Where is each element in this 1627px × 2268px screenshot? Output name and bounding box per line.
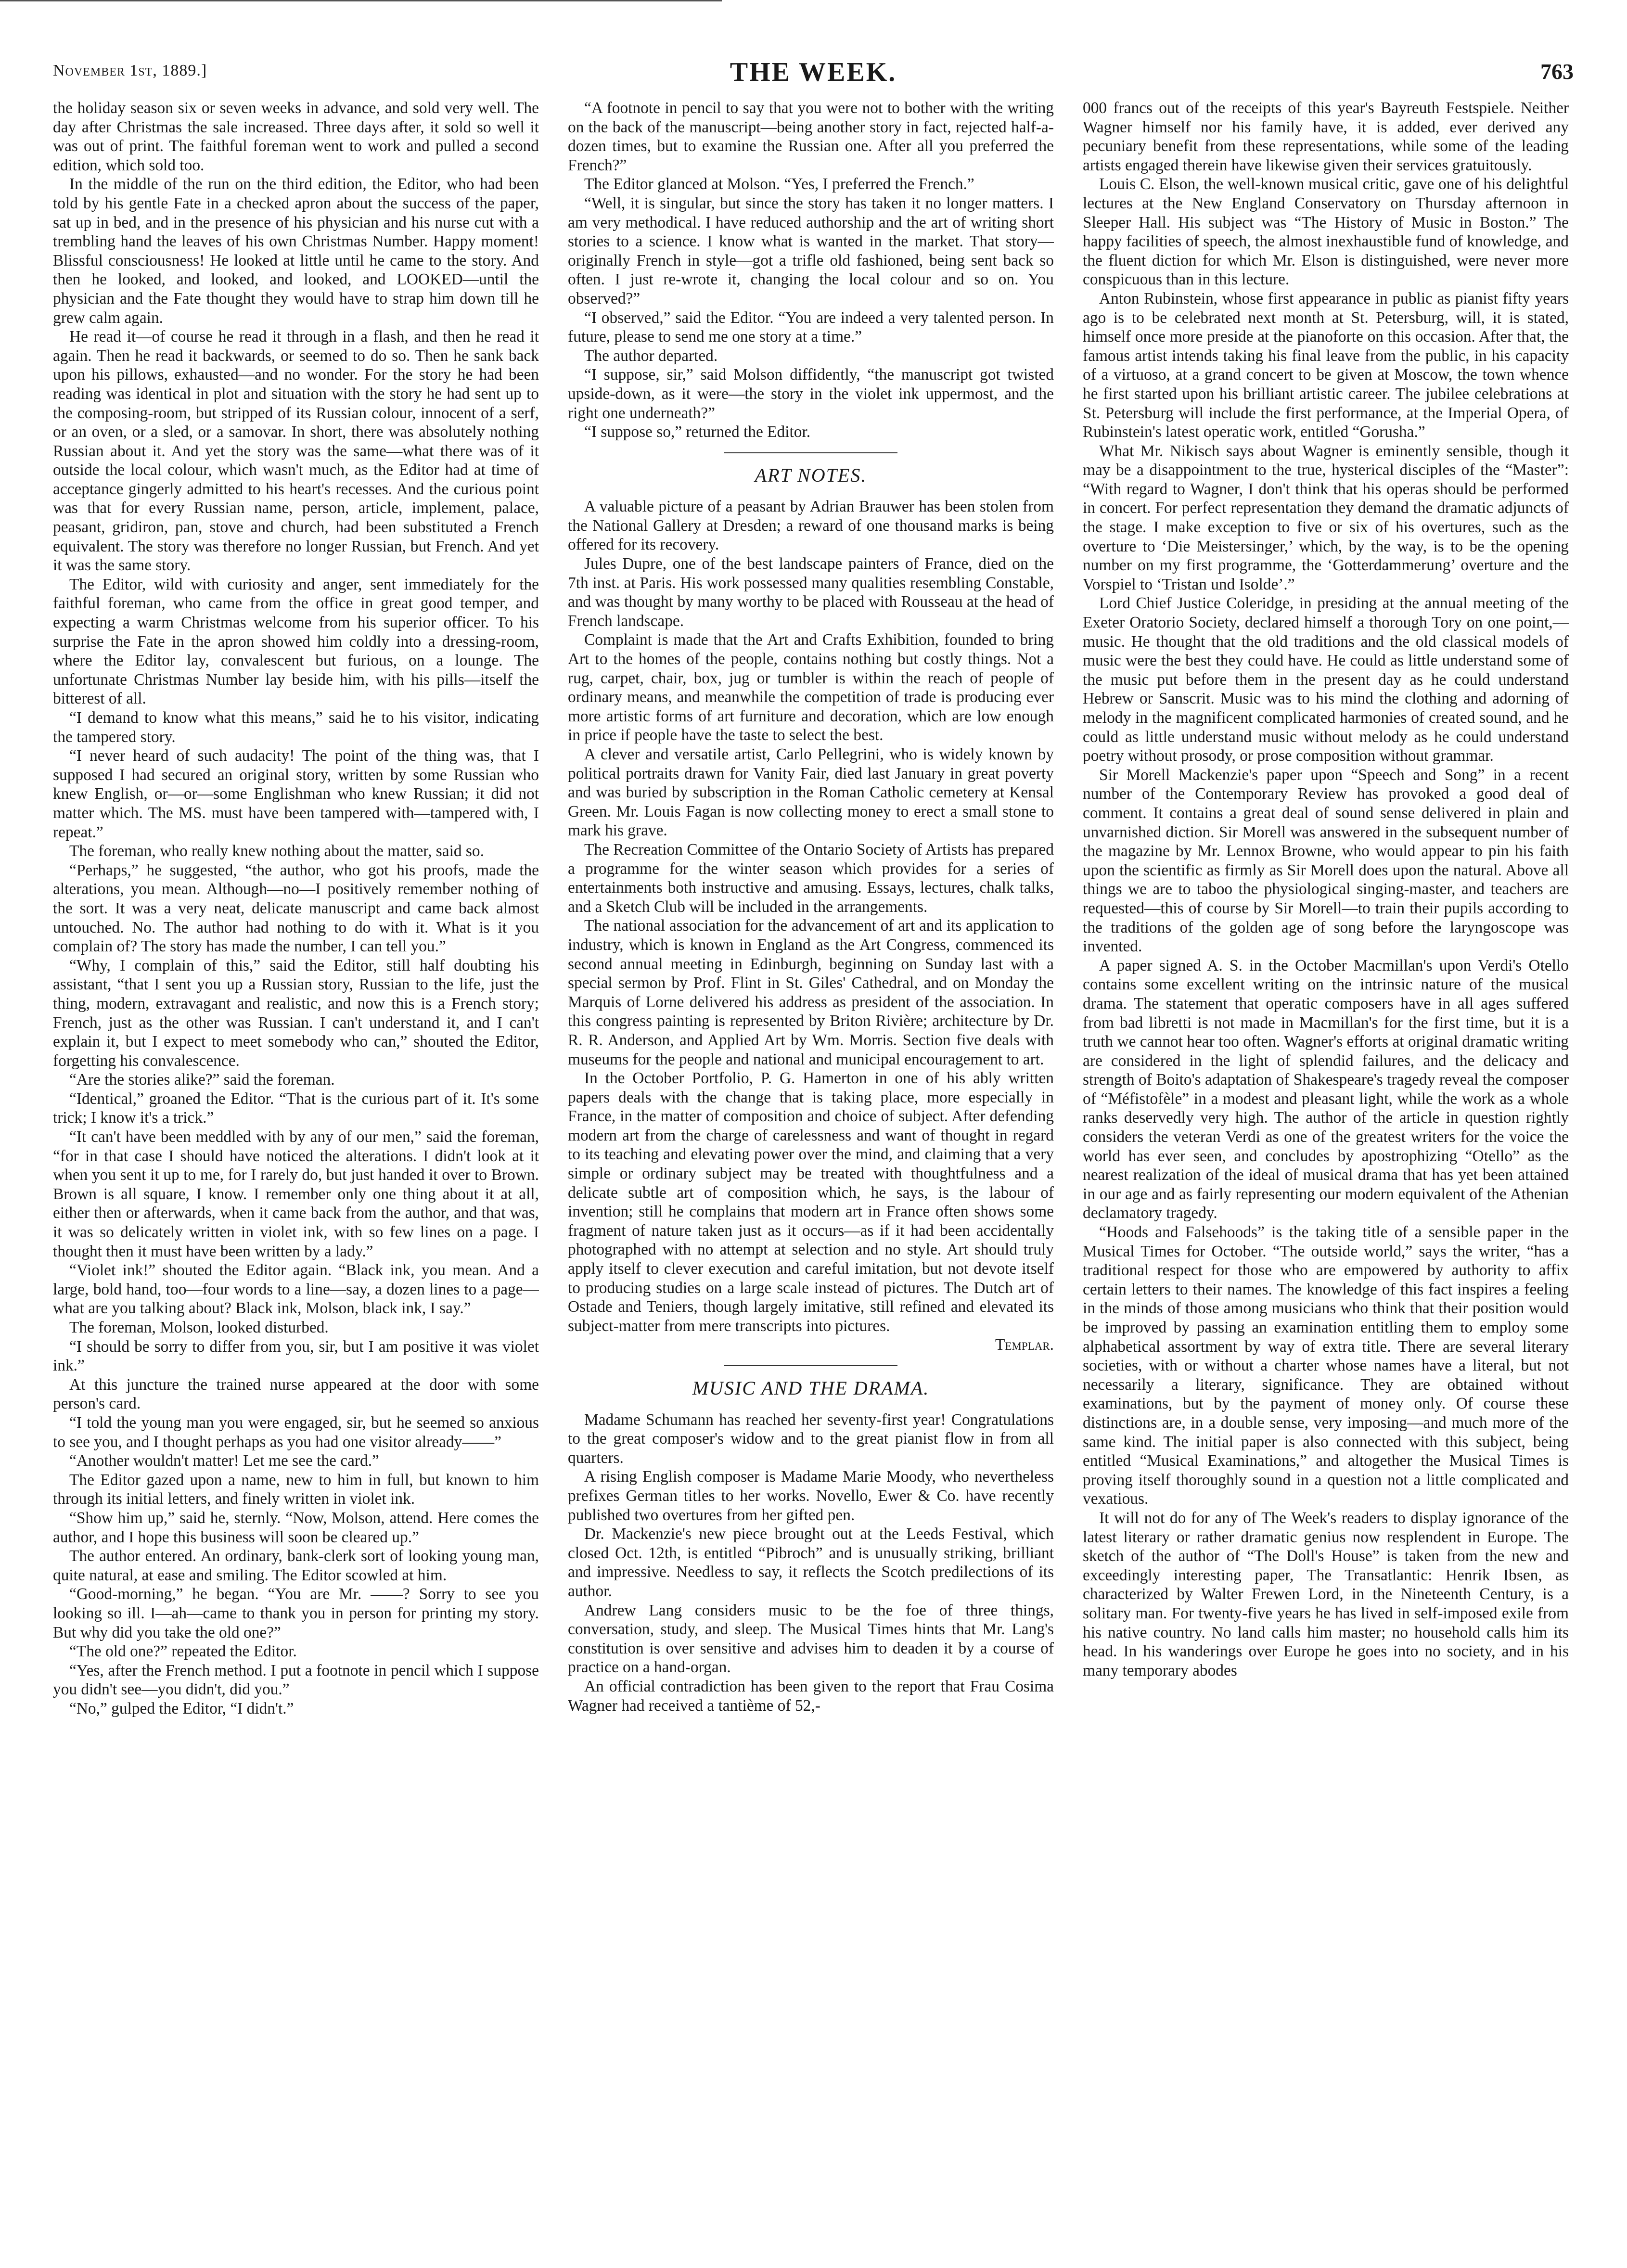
paragraph: The Editor glanced at Molson. “Yes, I preferred the French.” <box>584 175 974 193</box>
paragraph: He read it—of course he read it through in a flash, and then he read it again. Then he read it backwards, or seemed to do so. Then he sank back upon his pillows, exhausted—and no wonder. For the story he had been reading was identical in plot and situation with the story he had sent up to the composing-room, but stripped of its Russian colour, innocent of a serf, or an oven, or a sled, or a samovar. In short, there was absolutely nothing Russian about it. And yet the story was the same—what there was of it outside the local colour, which wasn't much, as the Editor had at time of acceptance gingerly admitted to his heart's recesses. And the curious point was that for every Russian name, person, article, implement, palace, peasant, gridiron, pan, stove and church, had been substituted a French equivalent. The story was therefore no longer Russian, but French. And yet it was the same story. <box>53 328 539 575</box>
paragraph: “I observed,” said the Editor. “You are indeed a very talented person. In future, please to send me one story at a time.” <box>568 308 1054 346</box>
paragraph: the holiday season six or seven weeks in advance, and sold very well. The day after Christmas the sale increased. Three days after, it sold so well it was out of print. The faithful foreman went to work and pulled a second edition, which sold too. <box>53 99 539 174</box>
paragraph: An official contradiction has been given to the report that Frau Cosima Wagner had received a tantième of 52,- <box>568 1677 1054 1715</box>
paragraph: “Hoods and Falsehoods” is the taking title of a sensible paper in the Musical Times for October. “The outside world,” says the writer, “has a traditional respect for those who are empowered by authority to affix certain letters to their names. The knowledge of this fact inspires a feeling in the minds of those among musicians who think that their position would be improved by passing an examination entitling them to employ some alphabetical assortment by way of extra title. There are several literary societies, with or without a charter whose names have a literal, but not necessarily a literary, significance. They are obtained without examinations, but by the payment of money only. Of course these distinctions are, in a double sense, very imposing—and much more of the same kind. The initial paper is also connected with this subject, being entitled “Musical Examinations,” and altogether the Musical Times is proving itself thoroughly sound in a question not a little complicated and vexatious. <box>1083 1223 1569 1508</box>
paragraph: “Good-morning,” he began. “You are Mr. ——? Sorry to see you looking so ill. I—ah—came to thank you in person for printing my story. But why did you take the old one?” <box>53 1585 539 1641</box>
paragraph: A rising English composer is Madame Marie Moody, who nevertheless prefixes German titles to her works. Novello, Ewer & Co. have recently published two overtures from her gifted pen. <box>568 1468 1054 1524</box>
paragraph: Jules Dupre, one of the best landscape painters of France, died on the 7th inst. at Paris. His work possessed many qualities resembling Constable, and was thought by many worthy to be placed with Rousseau at the head of French landscape. <box>568 555 1054 630</box>
section-divider <box>724 452 897 453</box>
page-number: 763 <box>1540 59 1574 84</box>
paragraph: 000 francs out of the receipts of this year's Bayreuth Festspiele. Neither Wagner himself nor his family have, it is added, ever derived any pecuniary benefit from these representations, while some of the leading artists engaged therein have likewise given their services gratuitously. <box>1083 99 1569 174</box>
paragraph: Andrew Lang considers music to be the foe of three things, conversation, study, and sleep. The Musical Times hints that Mr. Lang's constitution is over sensitive and advises him to deaden it by a course of practice on a hand-organ. <box>568 1601 1054 1677</box>
paragraph: The Editor gazed upon a name, new to him in full, but known to him through its initial letters, and finely written in violet ink. <box>53 1471 539 1508</box>
column-1 <box>53 99 539 2235</box>
paragraph: “I demand to know what this means,” said he to his visitor, indicating the tampered story. <box>53 709 539 746</box>
paragraph: The author departed. <box>584 346 718 365</box>
paragraph: In the middle of the run on the third edition, the Editor, who had been told by his gentle Fate in a checked apron about the success of the paper, sat up in bed, and in the presence of his physician and his nurse cut with a trembling hand the leaves of his own Christmas Number. Happy moment! Blissful consciousness! He looked at little until he came to the story. And then he looked, and looked, and looked, and LOOKED—until the physician and the Fate thought they would have to strap him down till he grew calm again. <box>53 175 539 327</box>
paragraph: Lord Chief Justice Coleridge, in presiding at the annual meeting of the Exeter Oratorio Society, declared himself a thorough Tory on one point,—music. He thought that the old traditions and the old classical models of music were the best they could have. He could as little understand some of the music put before them in the present day as he could understand Hebrew or Sanscrit. Music was to his mind the clothing and adorning of melody in the magnificent complicated harmonies of created sound, and he could as little understand music without melody as he could understand poetry without prosody, or prose composition without grammar. <box>1083 594 1569 765</box>
paragraph: “Well, it is singular, but since the story has taken it no longer matters. I am very methodical. I have reduced authorship and the art of writing short stories to a science. I know what is wanted in the market. That story—originally French in style—got a trifle old fashioned, being sent back so often. I just re-wrote it, changing the local colour and so on. You observed?” <box>568 194 1054 308</box>
paragraph: “I never heard of such audacity! The point of the thing was, that I supposed I had secured an original story, written by some Russian who knew English, or—or—some Englishman who knew Russian; it did not matter which. The MS. must have been tampered with—tampered with, I repeat.” <box>53 747 539 841</box>
paragraph: A paper signed A. S. in the October Macmillan's upon Verdi's Otello contains some excellent writing on the intrinsic nature of the musical drama. The statement that operatic composers have in all ages suffered from bad libretti is not made in Macmillan's for the first time, but it is a truth we cannot hear too often. Wagner's efforts at original dramatic writing are considered in the light of splendid failures, and the delicacy and strength of Boito's adaptation of Shakespeare's tragedy reveal the composer of “Méfistofèle” in a modest and pleasant light, while the work as a whole ranks deservedly very high. The author of the article in question rightly considers the veteran Verdi as one of the greatest writers for the voice the world has ever seen, and concludes by apostrophizing “Otello” as the nearest realization of the ideal of musical drama that has yet been attained in our age and as fairly representing our modern equivalent of the Athenian declamatory tragedy. <box>1083 956 1569 1222</box>
paragraph: “Are the stories alike?” said the foreman. <box>69 1071 335 1089</box>
paragraph: “Yes, after the French method. I put a footnote in pencil which I suppose you didn't see—you didn't, did you.” <box>53 1661 539 1699</box>
paragraph: The foreman, who really knew nothing about the matter, said so. <box>69 842 484 860</box>
paragraph: “It can't have been meddled with by any of our men,” said the foreman, “for in that case I should have noticed the alterations. I didn't look at it when you sent it up to me, for I rarely do, but just handed it over to Brown. Brown is all square, I know. I remember only one thing about it at all, either then or afterwards, when it came back from the author, and that was, it was so delicately written in violet ink, with so few lines on a page. I thought then it must have been written by a lady.” <box>53 1128 539 1260</box>
section-heading-music-drama: MUSIC AND THE DRAMA. <box>692 1377 930 1399</box>
paragraph: “Why, I complain of this,” said the Editor, still half doubting his assistant, “that I sent you up a Russian story, Russian to the life, just the thing, modern, extravagant and realistic, and now this is a French story; French, just as the other was Russian. I can't understand it, and I can't explain it, but I expect to meet somebody who can,” shouted the Editor, forgetting his convalescence. <box>53 956 539 1070</box>
paragraph: “The old one?” repeated the Editor. <box>69 1642 297 1661</box>
paragraph: It will not do for any of The Week's readers to display ignorance of the latest literary or rather dramatic genius now resplendent in Europe. The sketch of the author of “The Doll's House” is taken from the new and exceedingly interesting paper, The Transatlantic: Henrik Ibsen, as characterized by Walter Frewen Lord, in the Nineteenth Century, is a solitary man. For twenty-five years he has lived in self-imposed exile from his native country. No land calls him master; no household calls him its head. In his wanderings over Europe he goes into no society, and in his many temporary abodes <box>1083 1509 1569 1679</box>
paragraph: The foreman, Molson, looked disturbed. <box>69 1319 329 1336</box>
top-rule <box>0 0 722 6</box>
publication-title: THE WEEK. <box>730 57 897 87</box>
page-header <box>53 57 1574 100</box>
column-2 <box>568 99 1054 2235</box>
paragraph: “Perhaps,” he suggested, “the author, who got his proofs, made the alterations, you mean. Although—no—I positively remember nothing of the sort. It was a very neat, delicate manuscript and came back almost untouched. No. The author had nothing to do with it. What is it you complain of? The story has made the number, I can tell you.” <box>53 861 539 956</box>
paragraph: The Recreation Committee of the Ontario Society of Artists has prepared a programme for the winter season which provides for a series of entertainments both instructive and amusing. Essays, lectures, chalk talks, and a Sketch Club will be included in the arrangements. <box>568 840 1054 916</box>
paragraph: “Another wouldn't matter! Let me see the card.” <box>69 1452 379 1470</box>
paragraph: A valuable picture of a peasant by Adrian Brauwer has been stolen from the National Gallery at Dresden; a reward of one thousand marks is being offered for its recovery. <box>568 498 1054 554</box>
paragraph: Dr. Mackenzie's new piece brought out at the Leeds Festival, which closed Oct. 12th, is entitled “Pibroch” and is unusually striking, brilliant and impressive. Needless to say, it reflects the Scotch predilections of its author. <box>568 1525 1054 1600</box>
paragraph: The Editor, wild with curiosity and anger, sent immediately for the faithful foreman, who came from the office in great good temper, and expecting a warm Christmas welcome from his superior officer. To his surprise the Fate in the apron showed him coldly into a dressing-room, where the Editor lay, convalescent but furious, on a lounge. The unfortunate Christmas Number lay beside him, with his pills—itself the bitterest of all. <box>53 575 539 708</box>
paragraph: “Violet ink!” shouted the Editor again. “Black ink, you mean. And a large, bold hand, too—four words to a line—say, a dozen lines to a page—what are you talking about? Black ink, Molson, black ink, I say.” <box>53 1261 539 1318</box>
paragraph: “Show him up,” said he, sternly. “Now, Molson, attend. Here comes the author, and I hope this business will soon be cleared up.” <box>53 1509 539 1546</box>
paragraph: “Identical,” groaned the Editor. “That is the curious part of it. It's some trick; I know it's a trick.” <box>53 1089 539 1127</box>
paragraph: “I should be sorry to differ from you, sir, but I am positive it was violet ink.” <box>53 1337 539 1375</box>
section-divider <box>724 1365 897 1366</box>
issue-date: November 1st, 1889.] <box>53 62 207 79</box>
paragraph: “I suppose so,” returned the Editor. <box>584 423 811 441</box>
paragraph: “I told the young man you were engaged, sir, but he seemed so anxious to see you, and I thought perhaps as you had one visitor already——” <box>53 1413 539 1451</box>
paragraph: Madame Schumann has reached her seventy-first year! Congratulations to the great composer's widow and to the great pianist flow in from all quarters. <box>568 1410 1054 1467</box>
paragraph: At this juncture the trained nurse appeared at the door with some person's card. <box>53 1375 539 1413</box>
paragraph: “A footnote in pencil to say that you were not to bother with the writing on the back of the manuscript—being another story in fact, rejected half-a-dozen times, but to examine the Russian one. After all you preferred the French?” <box>568 99 1054 174</box>
paragraph: The national association for the advancement of art and its application to industry, which is known in England as the Art Congress, commenced its second annual meeting in Edinburgh, beginning on Sunday last with a special sermon by Prof. Flint in St. Giles' Cathedral, and on Monday the Marquis of Lorne delivered his address as president of the association. In this congress painting is represented by Briton Rivière; architecture by Dr. R. R. Anderson, and Applied Art by Wm. Morris. Section five deals with museums for the people and national and municipal encouragement to art. <box>568 917 1054 1068</box>
author-signature: Templar. <box>995 1336 1054 1354</box>
paragraph: Anton Rubinstein, whose first appearance in public as pianist fifty years ago is to be celebrated next month at St. Petersburg, will, it is stated, himself once more preside at the pianoforte on this occasion. After that, the famous artist intends taking his final leave from the public, in his capacity of a virtuoso, at a grand concert to be given at Moscow, the town whence he first started upon his brilliant artistic career. The jubilee celebrations at St. Petersburg will include the first performance, at the Imperial Opera, of Rubinstein's latest operatic work, entitled “Gorusha.” <box>1083 289 1569 441</box>
section-heading-art-notes: ART NOTES. <box>755 464 867 486</box>
paragraph: A clever and versatile artist, Carlo Pellegrini, who is widely known by political portraits drawn for Vanity Fair, died last January in great poverty and was buried by subscription in the Roman Catholic cemetery at Kensal Green. Mr. Louis Fagan is now collecting money to erect a small stone to mark his grave. <box>568 745 1054 840</box>
paragraph: Sir Morell Mackenzie's paper upon “Speech and Song” in a recent number of the Contemporary Review has provoked a good deal of comment. It contains a great deal of sound sense delivered in plain and unvarnished diction. Sir Morell was answered in the subsequent number of the magazine by Mr. Lennox Browne, who would appear to pin his faith upon the scientific as firmly as Sir Morell does upon the natural. Above all things we are to taboo the physiological singing-master, and teachers are requested—this of course by Sir Morell—to train their pupils according to the traditions of the golden age of song before the laryngoscope was invented. <box>1083 766 1569 956</box>
paragraph: In the October Portfolio, P. G. Hamerton in one of his ably written papers deals with the change that is taking place, more especially in France, in the matter of composition and choice of subject. After defending modern art from the charge of carelessness and want of thought in regard to its teaching and elevating power over the mind, and claiming that a very simple or ordinary subject may be treated with thoughtfulness and a delicate subtle art of composition which, he says, is the labour of invention; still he complains that modern art in France often shows some fragment of nature taken just as it occurs—as if it had been accidentally photographed with no attempt at selection and no style. Art should truly apply itself to clever execution and careful imitation, but not devote itself to producing studies on a large scale instead of pictures. The Dutch art of Ostade and Teniers, though largely imitative, still refined and elevated its subject-matter from mere transcripts into pictures. <box>568 1069 1054 1335</box>
paragraph: “I suppose, sir,” said Molson diffidently, “the manuscript got twisted upside-down, as it were—the story in the violet ink uppermost, and the right one underneath?” <box>568 366 1054 422</box>
paragraph: Louis C. Elson, the well-known musical critic, gave one of his delightful lectures at the New England Conservatory on Thursday afternoon in Sleeper Hall. His subject was “The History of Music in Boston.” The happy facilities of speech, the almost inexhaustible fund of knowledge, and the fluent diction for which Mr. Elson is distinguished, were never more conspicuous than in this lecture. <box>1083 175 1569 289</box>
paragraph: “No,” gulped the Editor, “I didn't.” <box>69 1699 294 1717</box>
paragraph: What Mr. Nikisch says about Wagner is eminently sensible, though it may be a disappointment to the true, hysterical disciples of the “Master”: “With regard to Wagner, I don't think that his operas should be performed in concert. For perfect representation they demand the dramatic adjuncts of the stage. I make exception to five or six of his overtures, such as the overture to ‘Die Meistersinger,’ which, by the way, is to be the opening number on my first programme, the ‘Gotterdammerung’ overture and the Vorspiel to ‘Tristan und Isolde’.” <box>1083 442 1569 593</box>
paragraph: Complaint is made that the Art and Crafts Exhibition, founded to bring Art to the homes of the people, contains nothing but costly things. Not a rug, carpet, chair, box, jug or tumbler is within the reach of people of ordinary means, and meanwhile the competition of trade is producing ever more artistic forms of art furniture and decoration, which are low enough in price if people have the taste to select the best. <box>568 631 1054 744</box>
paragraph: The author entered. An ordinary, bank-clerk sort of looking young man, quite natural, at ease and smiling. The Editor scowled at him. <box>53 1547 539 1584</box>
column-3 <box>1083 99 1569 2235</box>
